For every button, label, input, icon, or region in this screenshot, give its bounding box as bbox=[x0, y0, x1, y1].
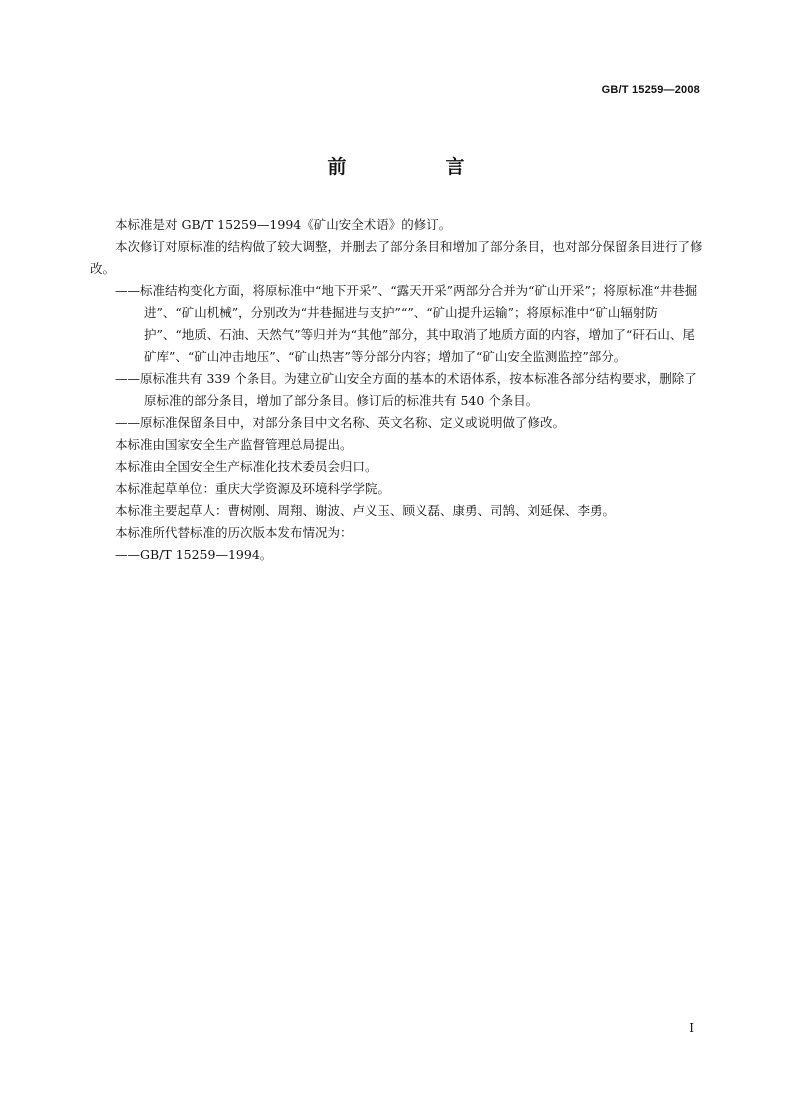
paragraph-previous-editions: 本标准所代替标准的历次版本发布情况为： bbox=[115, 525, 353, 540]
paragraph-proposed-by: 本标准由国家安全生产监督管理总局提出。 bbox=[115, 437, 353, 452]
paragraph-revision-statement: 本标准是对 GB/T 15259—1994《矿山安全术语》的修订。 bbox=[115, 217, 452, 232]
page-number: I bbox=[689, 1021, 694, 1035]
list-item-previous-edition: ——GB/T 15259—1994。 bbox=[115, 547, 273, 562]
paragraph-revision-summary: 本次修订对原标准的结构做了较大调整，并删去了部分条目和增加了部分条目，也对部分保留条目进行了修改。 bbox=[90, 239, 703, 276]
standard-code-header: GB/T 15259—2008 bbox=[601, 84, 700, 96]
paragraph-managed-by: 本标准由全国安全生产标准化技术委员会归口。 bbox=[115, 459, 378, 474]
page-title: 前 言 bbox=[327, 156, 505, 178]
paragraph-drafting-unit: 本标准起草单位：重庆大学资源及环境科学学院。 bbox=[115, 481, 391, 496]
list-item-retained-entries: ——原标准保留条目中，对部分条目中文名称、英文名称、定义或说明做了修改。 bbox=[115, 415, 566, 430]
paragraph-drafters: 本标准主要起草人：曹树刚、周翔、谢波、卢义玉、顾义磊、康勇、司鹄、刘延保、李勇。 bbox=[115, 503, 616, 518]
list-item-entry-count: ——原标准共有 339 个条目。为建立矿山安全方面的基本的术语体系，按本标准各部分结构要求，删除了原标准的部分条目，增加了部分条目。修订后的标准共有 540 个条目。 bbox=[115, 371, 697, 408]
list-item-structure-changes: ——标准结构变化方面，将原标准中“地下开采”、“露天开采”两部分合并为“矿山开采”；将原标准“井巷掘进”、“矿山机械”，分别改为“井巷掘进与支护”“”、“矿山提升运输”；将原标准中“矿山辐射防护”、“地质、石油、天然气”等归并为“其他”部分，其中取消了地质方面的内容，增加了“矸石山、尾矿库”、“矿山冲击地压”、“矿山热害”等分部分内容；增加了“矿山安全监测监控”部分。 bbox=[115, 283, 698, 364]
foreword-body bbox=[90, 214, 704, 566]
